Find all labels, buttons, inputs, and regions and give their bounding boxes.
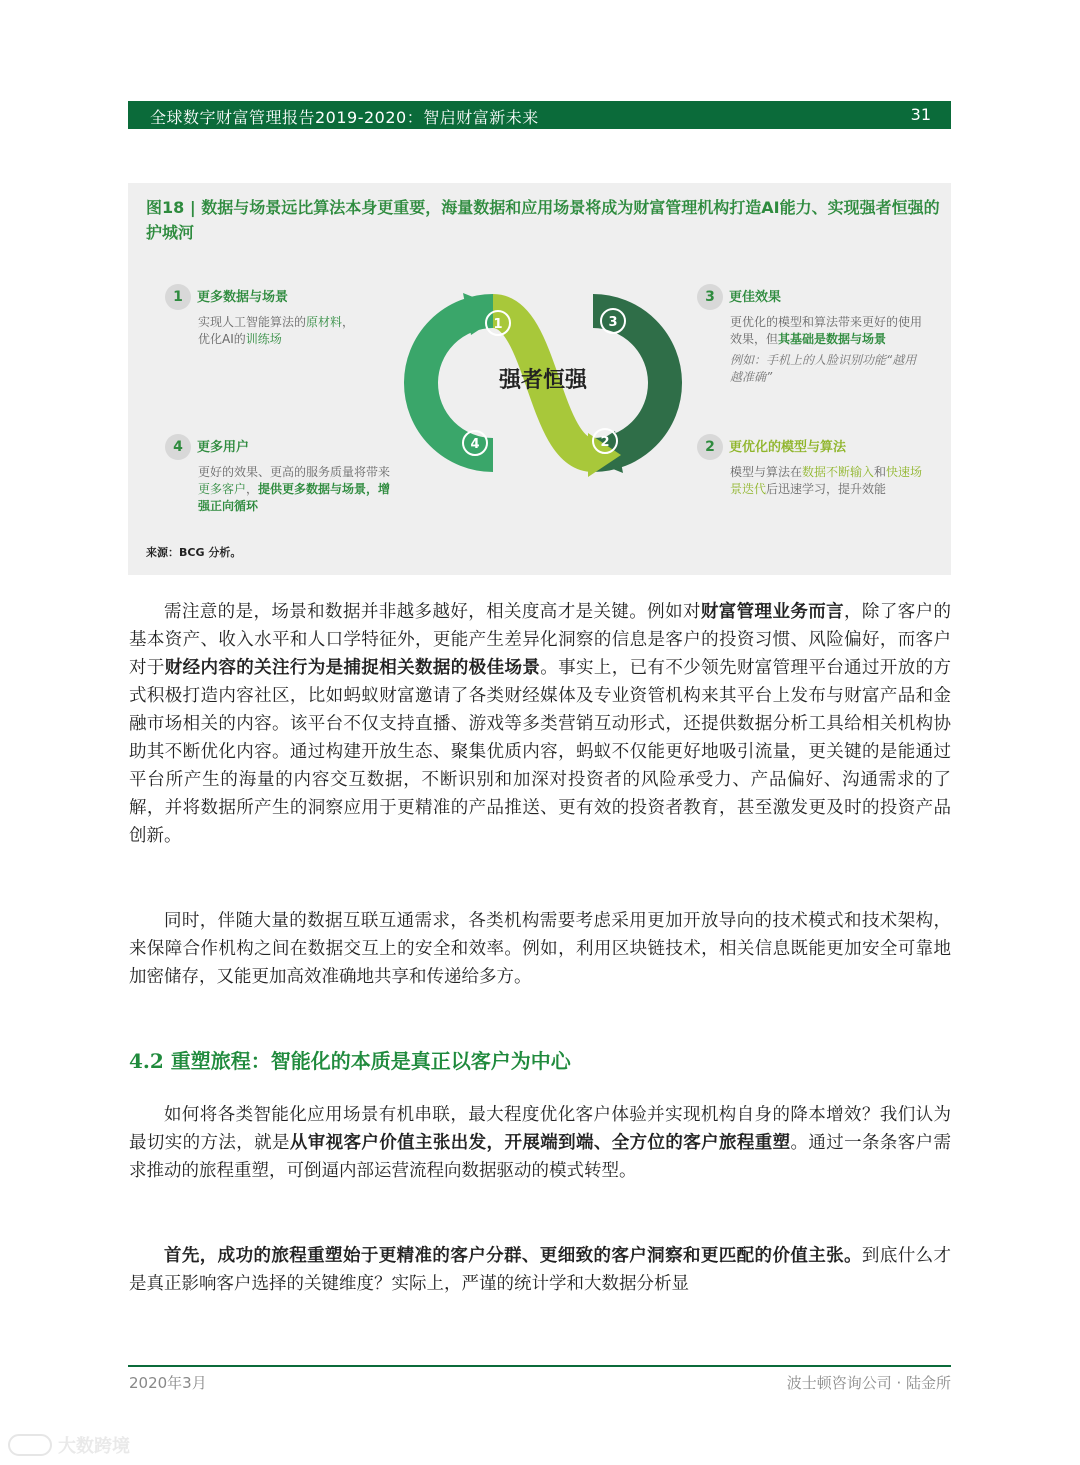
center-label: 强者恒强 — [498, 368, 588, 393]
step-2-desc: 模型与算法在数据不断输入和快速场景迭代后迅速学习，提升效能 — [730, 465, 923, 496]
page-number: 31 — [910, 105, 931, 124]
paragraph-4: 首先，成功的旅程重塑始于更精准的客户分群、更细致的客户洞察和更匹配的价值主张。到底什么才是真正影响客户选择的关键维度？实际上，严谨的统计学和大数据分析显 — [129, 1246, 952, 1294]
step-4-number: 4 — [165, 434, 191, 460]
figure-title: 图18 | 数据与场景远比算法本身更重要，海量数据和应用场景将成为财富管理机构打造AI能力、实现强者恒强的护城河 — [146, 198, 940, 242]
step-4-header — [165, 434, 398, 460]
infinity-loop-diagram — [383, 283, 703, 483]
step-2-better-models — [705, 434, 925, 498]
page-header — [128, 101, 951, 129]
svg-text:1: 1 — [493, 317, 503, 332]
step-2-title: 更优化的模型与算法 — [729, 439, 847, 455]
step-2-number: 2 — [697, 434, 723, 460]
figure-18 — [128, 183, 951, 575]
step-3-header — [697, 284, 925, 310]
footer-date: 2020年3月 — [129, 1374, 207, 1392]
step-3-title: 更佳效果 — [729, 289, 782, 305]
figure-source: 来源：BCG 分析。 — [146, 546, 242, 559]
step-1-more-data — [173, 284, 398, 348]
section-heading: 4.2 重塑旅程：智能化的本质是真正以客户为中心 — [129, 1049, 571, 1073]
svg-text:4: 4 — [470, 437, 480, 452]
step-3-number: 3 — [697, 284, 723, 310]
svg-text:3: 3 — [608, 315, 618, 330]
paragraph-2: 同时，伴随大量的数据互联互通需求，各类机构需要考虑采用更加开放导向的技术模式和技术架构，来保障合作机构之间在数据交互上的安全和效率。例如，利用区块链技术，相关信息既能更加安全可靠地加密储存，又能更加高效准确地共享和传递给多方。 — [129, 911, 951, 987]
step-1-number: 1 — [165, 284, 191, 310]
step-4-desc: 更好的效果、更高的服务质量将带来更多客户，提供更多数据与场景，增强正向循环 — [198, 465, 391, 513]
footer-publisher: 波士顿咨询公司 · 陆金所 — [786, 1374, 951, 1392]
svg-text:2: 2 — [600, 435, 610, 450]
step-3-desc: 更优化的模型和算法带来更好的使用效果，但其基础是数据与场景 — [730, 315, 923, 346]
step-4-more-users — [173, 434, 398, 515]
step-1-desc: 实现人工智能算法的原材料， 优化AI的训练场 — [198, 315, 355, 346]
watermark-logo-icon — [8, 1434, 52, 1456]
watermark-text: 大数跨境 — [58, 1436, 130, 1457]
step-3-example: 例如：手机上的人脸识别功能“越用越准确” — [730, 353, 917, 384]
paragraph-1: 需注意的是，场景和数据并非越多越好，相关度高才是关键。例如对财富管理业务而言，除了客户的基本资产、收入水平和人口学特征外，更能产生差异化洞察的信息是客户的投资习惯、风险偏好，而客户对于财经内容的关注行为是捕捉相关数据的极佳场景。事实上，已有不少领先财富管理平台通过开放的方式积极打造内容社区，比如蚂蚁财富邀请了各类财经媒体及专业资管机构来其平台上发布与财富产品和金融市场相关的内容。该平台不仅支持直播、游戏等多类营销互动形式，还提供数据分析工具给相关机构协助其不断优化内容。通过构建开放生态、聚集优质内容，蚂蚁不仅能更好地吸引流量，更关键的是能通过平台所产生的海量的内容交互数据，不断识别和加深对投资者的风险承受力、产品偏好、沟通需求的了解，并将数据所产生的洞察应用于更精准的产品推送、更有效的投资者教育，甚至激发更及时的投资产品创新。 — [129, 602, 952, 846]
step-2-header — [697, 434, 925, 460]
step-4-title: 更多用户 — [197, 439, 250, 455]
step-1-title: 更多数据与场景 — [197, 289, 289, 305]
right-loop-arc — [593, 311, 665, 455]
footer-divider — [128, 1365, 951, 1367]
report-title: 全球数字财富管理报告2019-2020：智启财富新未来 — [150, 108, 539, 127]
step-1-header — [165, 284, 398, 310]
paragraph-3: 如何将各类智能化应用场景有机串联，最大程度优化客户体验并实现机构自身的降本增效？我们认为最切实的方法，就是从审视客户价值主张出发，开展端到端、全方位的客户旅程重塑。通过一条条客户需求推动的旅程重塑，可倒逼内部运营流程向数据驱动的模式转型。 — [129, 1105, 952, 1181]
watermark — [8, 1432, 130, 1458]
step-3-better-effect — [705, 284, 925, 386]
